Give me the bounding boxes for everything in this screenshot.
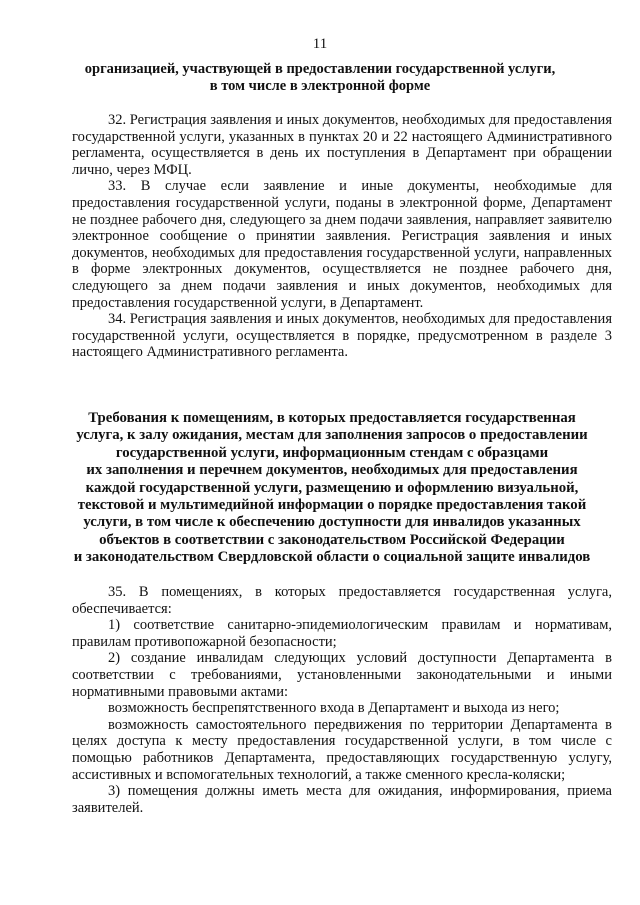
- heading-line: в том числе в электронной форме: [209, 78, 431, 94]
- heading-line: объектов в соответствии с законодательством Российской Федерации: [99, 531, 565, 548]
- paragraph-35-1: 1) соответствие санитарно-эпидемиологическим правилам и нормативам, правилам противопожарной безопасности;: [72, 617, 612, 650]
- section-heading-main: [62, 410, 602, 567]
- heading-line: их заполнения и перечнем документов, необходимых для предоставления: [86, 462, 578, 479]
- paragraph-34: 34. Регистрация заявления и иных документов, необходимых для предоставления государственной услуги, осуществляется в порядке, предусмотренном в разделе 3 настоящего Административного регламента.: [72, 311, 612, 361]
- heading-line: Требования к помещениям, в которых предоставляется государственная: [88, 410, 576, 426]
- paragraph-35: 35. В помещениях, в которых предоставляется государственная услуга, обеспечивается:: [72, 584, 612, 617]
- paragraph-35-3: 3) помещения должны иметь места для ожидания, информирования, приема заявителей.: [72, 783, 612, 816]
- paragraphs-group-2: [72, 584, 612, 816]
- heading-line: услуги, в том числе к обеспечению доступности для инвалидов указанных: [83, 514, 581, 531]
- paragraph-35-2: 2) создание инвалидам следующих условий доступности Департамента в соответствии с требованиями, установленными законодательными и иными нормативными правовыми актами:: [72, 650, 612, 700]
- heading-line: и законодательством Свердловской области о социальной защите инвалидов: [73, 549, 591, 566]
- heading-line: услуга, к залу ожидания, местам для заполнения запросов о предоставлении: [76, 427, 588, 444]
- heading-line: текстовой и мультимедийной информации о порядке предоставления такой: [77, 497, 587, 514]
- section-heading-top: [60, 61, 580, 95]
- paragraphs-group-1: [72, 112, 612, 361]
- paragraph-35-2-a: возможность беспрепятственного входа в Департамент и выхода из него;: [108, 700, 560, 717]
- paragraph-32: 32. Регистрация заявления и иных документов, необходимых для предоставления государственной услуги, указанных в пунктах 20 и 22 настоящего Административного регламента, осуществляется в день их поступления в Департамент при обращении лично, через МФЦ.: [72, 112, 612, 178]
- heading-line: государственной услуги, информационным стендам с образцами: [115, 444, 549, 461]
- paragraph-35-2-b: возможность самостоятельного передвижения по территории Департамента в целях доступа к месту предоставления государственной услуги, в том числе с помощью работников Департамента, предоставляющих государственную услугу, ассистивных и вспомогательных технологий, а также сменного кресла-коляски;: [72, 716, 612, 783]
- heading-line: организацией, участвующей в предоставлении государственной услуги,: [84, 61, 556, 77]
- page-number: 11: [312, 36, 328, 52]
- paragraph-33: 33. В случае если заявление и иные документы, необходимые для предоставления государственной услуги, поданы в электронной форме, Департамент не позднее рабочего дня, следующего за днем подачи заявления, направляет заявителю электронное сообщение о принятии заявления. Регистрация заявления и иных документов, необходимых для предоставления государственной услуги, направленных в форме электронных документов, осуществляется не позднее рабочего дня, следующего за днем подачи заявления и иных документов, необходимых для предоставления государственной услуги, в Департамент.: [72, 178, 612, 311]
- heading-line: каждой государственной услуги, размещению и оформлению визуальной,: [85, 479, 579, 496]
